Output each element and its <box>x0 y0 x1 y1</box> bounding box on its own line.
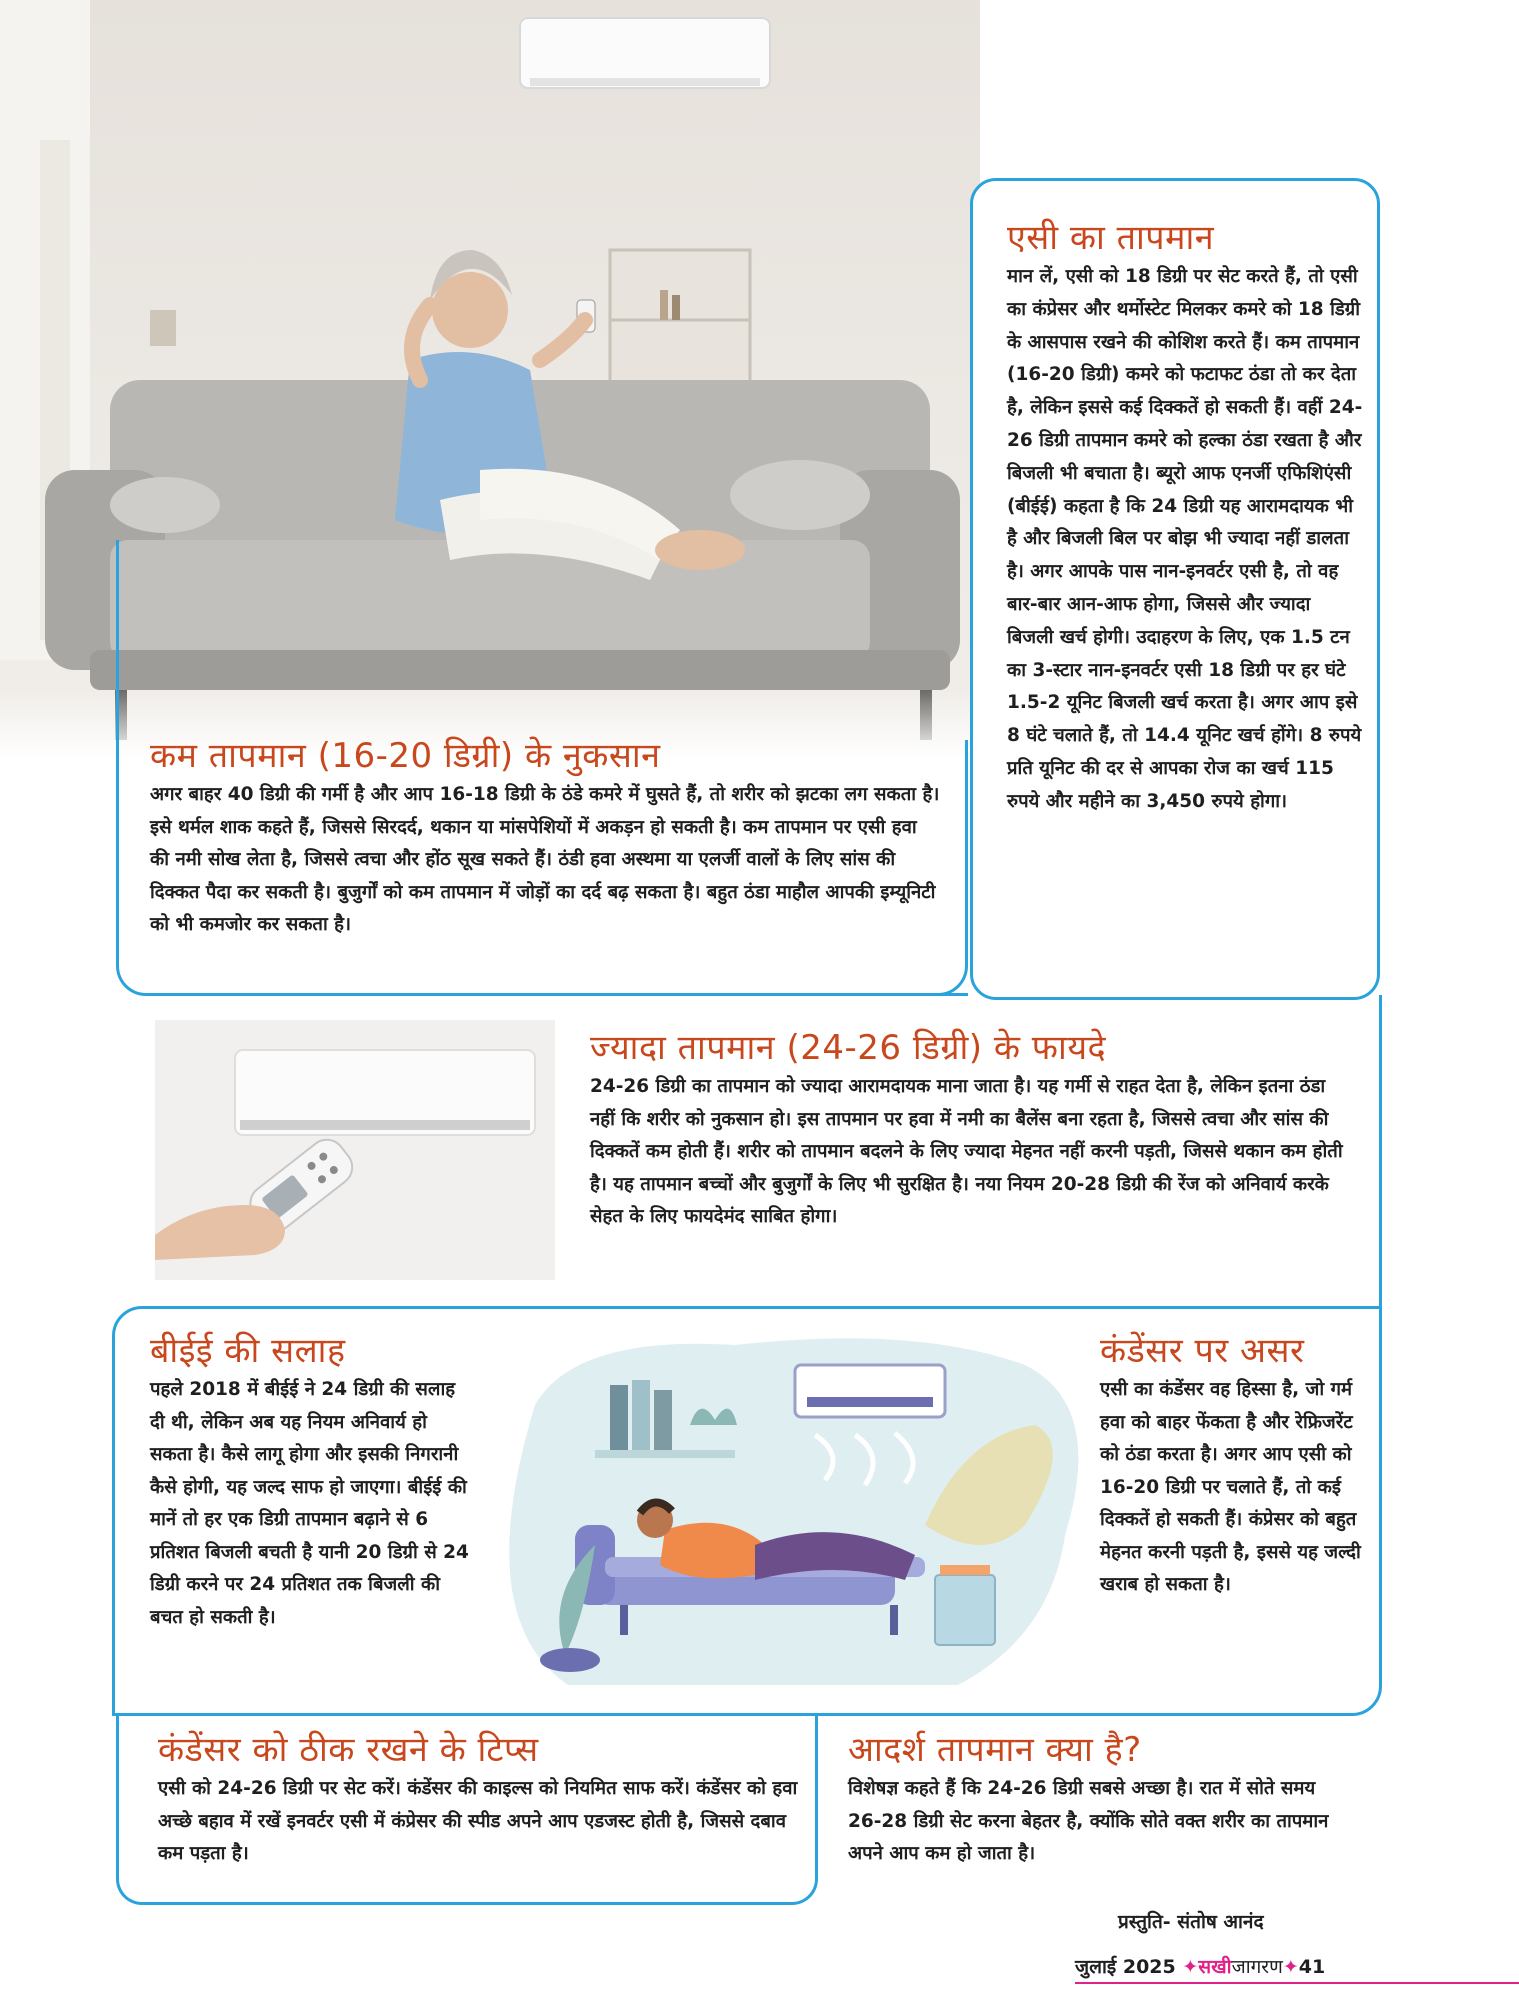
high-temp-body: 24-26 डिग्री का तापमान को ज्यादा आरामदायक माना जाता है। यह गर्मी से राहत देता है, लेकिन इतना ठंडा नहीं कि शरीर को नुकसान हो। इस तापमान पर हवा में नमी का बैलेंस बना रहता है, जिससे त्वचा और सांस की दिक्कतें कम होती हैं। शरीर को तापमान बदलने के लिए ज्यादा मेहनत नहीं करनी पड़ती, जिससे थकान कम होती है। यह तापमान बच्चों और बुजुर्गों के लिए भी सुरक्षित है। नया नियम 20-28 डिग्री की रेंज को अनिवार्य करके सेहत के लिए फायदेमंद साबित होगा। <box>590 1076 1343 1227</box>
ideal-temp-title: आदर्श तापमान क्या है? <box>848 1730 1142 1770</box>
low-temp-body: अगर बाहर 40 डिग्री की गर्मी है और आप 16-18 डिग्री के ठंडे कमरे में घुसते हैं, तो शरीर को झटका लग सकता है। इसे थर्मल शाक कहते हैं, जिससे सिरदर्द, थकान या मांसपेशियों में अकड़न हो सकती है। कम तापमान पर एसी हवा की नमी सोख लेता है, जिससे त्वचा और होंठ सूख सकते हैं। ठंडी हवा अस्थमा या एलर्जी वालों के लिए सांस की दिक्कत पैदा कर सकती है। बुजुर्गों को कम तापमान में जोड़ों का दर्द बढ़ सकता है। बहुत ठंडा माहौल आपकी इम्यूनिटी को भी कमजोर कर सकता है। <box>150 784 940 935</box>
page-footer <box>1075 1953 1325 1979</box>
footer-brand-sakhi: सखी <box>1198 1956 1232 1978</box>
condenser-effect-section <box>1100 1328 1362 1602</box>
bee-advice-body: पहले 2018 में बीईई ने 24 डिग्री की सलाह दी थी, लेकिन अब यह नियम अनिवार्य हो सकता है। कैसे लागू होगा और इसकी निगरानी कैसे होगी, यह जल्द साफ हो जाएगा। बीईई की मानें तो हर एक डिग्री तापमान बढ़ाने से 6 प्रतिशत बिजली बचती है यानी 20 डिग्री से 24 डिग्री करने पर 24 प्रतिशत तक बिजली की बचत हो सकती है। <box>150 1379 469 1628</box>
high-temp-section <box>590 1025 1350 1234</box>
footer-date: जुलाई 2025 <box>1075 1956 1176 1978</box>
byline: प्रस्तुति- संतोष आनंद <box>1118 1911 1264 1933</box>
condenser-tips-section <box>158 1727 798 1871</box>
ideal-temp-section <box>848 1727 1348 1871</box>
illustration-ac-unit <box>795 1365 945 1417</box>
relaxing-man-graphic <box>495 1325 1085 1685</box>
ac-remote-photo <box>155 1020 555 1280</box>
ac-temperature-section <box>1007 215 1363 819</box>
footer-separator-1: ✦ <box>1182 1956 1199 1978</box>
right-column-line <box>1379 995 1382 1315</box>
wall-ac-unit <box>520 18 770 88</box>
condenser-tips-title: कंडेंसर को ठीक रखने के टिप्स <box>158 1730 539 1770</box>
ac-remote-illustration <box>155 1020 555 1280</box>
ac-temperature-title: एसी का तापमान <box>1007 218 1215 258</box>
ideal-temp-body: विशेषज्ञ कहते हैं कि 24-26 डिग्री सबसे अच्छा है। रात में सोते समय 26-28 डिग्री सेट करना बेहतर है, क्योंकि सोते वक्त शरीर का तापमान अपने आप कम हो जाता है। <box>848 1778 1329 1864</box>
footer-page-number: 41 <box>1298 1956 1326 1978</box>
high-temp-title: ज्यादा तापमान (24-26 डिग्री) के फायदे <box>590 1028 1107 1068</box>
footer-brand-jagran: जागरण <box>1231 1956 1283 1978</box>
footer-rule <box>1075 1982 1519 1984</box>
footer-separator-2: ✦ <box>1282 1956 1299 1978</box>
condenser-effect-body: एसी का कंडेंसर वह हिस्सा है, जो गर्म हवा को बाहर फेंकता है और रेफ्रिजरेंट को ठंडा करता है। अगर आप एसी को 16-20 डिग्री पर चलाते हैं, तो कई दिक्कतें हो सकती हैं। कंप्रेसर को बहुत मेहनत करनी पड़ती है, इससे यह जल्दी खराब हो सकता है। <box>1100 1379 1361 1595</box>
low-temp-section <box>150 733 940 942</box>
bee-advice-title: बीईई की सलाह <box>150 1331 346 1371</box>
low-temp-title: कम तापमान (16-20 डिग्री) के नुकसान <box>150 736 661 776</box>
ac-temperature-body: मान लें, एसी को 18 डिग्री पर सेट करते हैं, तो एसी का कंप्रेसर और थर्मोस्टेट मिलकर कमरे को 18 डिग्री के आसपास रखने की कोशिश करते हैं। कम तापमान (16-20 डिग्री) कमरे को फटाफट ठंडा तो कर देता है, लेकिन इससे कई दिक्कतें हो सकती हैं। वहीं 24-26 डिग्री तापमान कमरे को हल्का ठंडा रखता है और बिजली भी बचाता है। ब्यूरो आफ एनर्जी एफिशिएंसी (बीईई) कहता है कि 24 डिग्री यह आरामदायक भी है और बिजली बिल पर बोझ भी ज्यादा नहीं डालता है। अगर आपके पास नान-इनवर्टर एसी है, तो वह बार-बार आन-आफ होगा, जिससे और ज्यादा बिजली खर्च होगी। उदाहरण के लिए, एक 1.5 टन का 3-स्टार नान-इनवर्टर एसी 18 डिग्री पर हर घंटे 1.5-2 यूनिट बिजली खर्च करता है। अगर आप इसे 8 घंटे चलाते हैं, तो 14.4 यूनिट खर्च होंगे। 8 रुपये प्रति यूनिट की दर से आपका रोज का खर्च 115 रुपये और महीने का 3,450 रुपये होगा। <box>1007 266 1363 812</box>
bee-advice-section <box>150 1328 470 1634</box>
condenser-effect-title: कंडेंसर पर असर <box>1100 1331 1305 1371</box>
man-on-sofa-illustration <box>495 1325 1085 1685</box>
condenser-tips-body: एसी को 24-26 डिग्री पर सेट करें। कंडेंसर की काइल्स को नियमित साफ करें। कंडेंसर को हवा अच्छे बहाव में रखें इनवर्टर एसी में कंप्रेसर की स्पीड अपने आप एडजस्ट होती है, जिससे दबाव कम पड़ता है। <box>158 1778 798 1864</box>
